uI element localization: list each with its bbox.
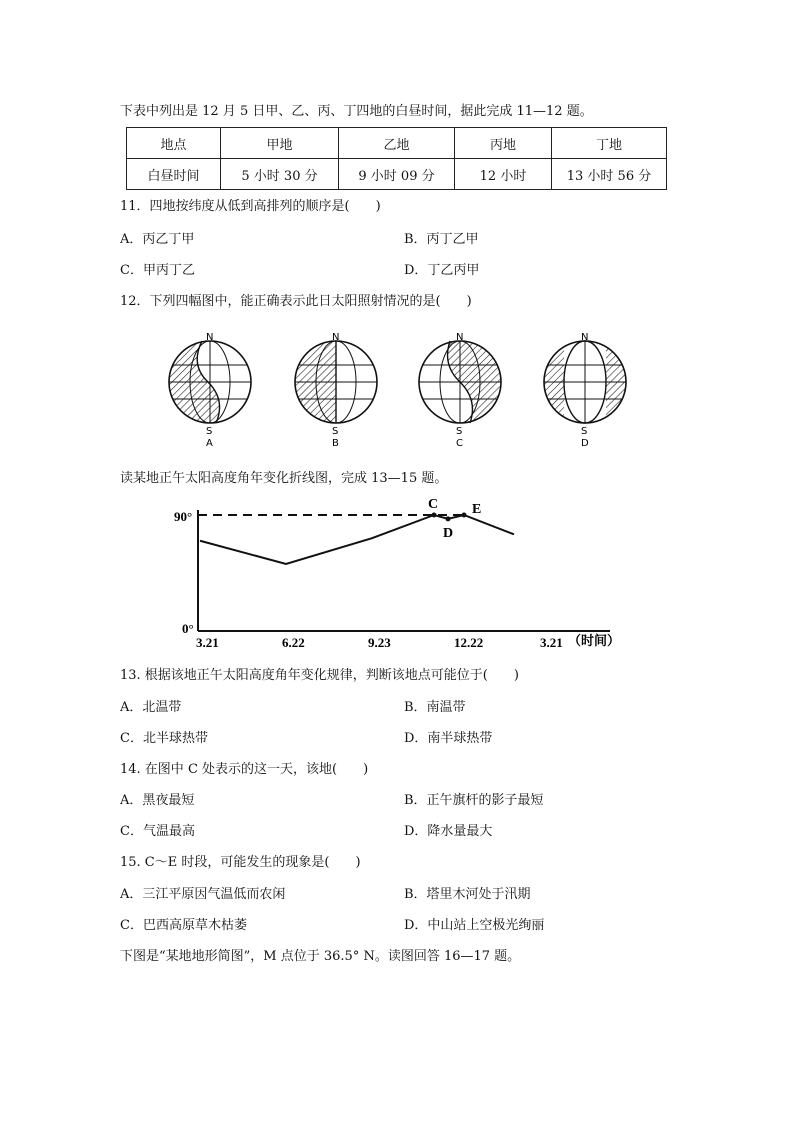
q14-option-b[interactable]: B．正午旗杆的影子最短 [404,793,544,808]
globe-d-n-label: N [581,332,589,343]
globe-c[interactable] [419,341,501,423]
table-cell: 12 小时 [455,159,552,190]
question-12-stem: 12．下列四幅图中，能正确表示此日太阳照射情况的是( ) [120,294,472,309]
table-cell: 5 小时 30 分 [221,159,339,190]
series-line [200,515,514,564]
table-cell: 丙地 [455,128,552,159]
table-cell: 9 小时 09 分 [339,159,455,190]
table-cell: 乙地 [339,128,455,159]
intro-text-16-17: 下图是“某地地形简图”，M 点位于 36.5° N。读图回答 16—17 题。 [120,949,521,964]
q15-option-a[interactable]: A．三江平原因气温低而农闲 [120,887,286,902]
q11-option-d[interactable]: D．丁乙丙甲 [404,263,480,278]
q14-option-d[interactable]: D．降水量最大 [404,824,493,839]
x-tick-label: 12.22 [454,635,484,650]
table-header-row [127,128,667,159]
globe-b[interactable] [295,341,377,423]
globe-c-s-label: S [456,426,463,437]
point-e [462,513,467,518]
q14-option-a[interactable]: A．黑夜最短 [120,793,195,808]
table-row [127,159,667,190]
table-cell: 甲地 [221,128,339,159]
q11-option-b[interactable]: B．丙丁乙甲 [404,232,479,247]
q11-option-c[interactable]: C．甲丙丁乙 [120,263,195,278]
q13-option-b[interactable]: B．南温带 [404,700,466,715]
globe-a-label: A [206,438,213,449]
globe-diagrams [160,330,640,452]
x-axis-label: （时间） [568,633,621,648]
x-tick-label: 3.21 [540,635,563,650]
sun-angle-chart [170,495,630,655]
globe-b-s-label: S [332,426,339,437]
table-cell: 白昼时间 [127,159,221,190]
q13-option-a[interactable]: A．北温带 [120,700,182,715]
table-cell: 13 小时 56 分 [552,159,667,190]
point-e-label: E [472,502,482,517]
q11-option-a[interactable]: A．丙乙丁甲 [120,232,195,247]
question-14-stem: 14. 在图中 C 处表示的这一天，该地( ) [120,762,369,777]
globe-d-label: D [581,438,589,449]
globe-d-s-label: S [581,426,588,437]
point-c-label: C [428,497,439,512]
globe-d[interactable] [544,341,626,423]
intro-text-13-15: 读某地正午太阳高度角年变化折线图，完成 13—15 题。 [120,471,448,486]
q13-option-d[interactable]: D．南半球热带 [404,731,493,746]
q13-option-c[interactable]: C．北半球热带 [120,731,208,746]
x-tick-label: 9.23 [368,635,391,650]
q15-option-c[interactable]: C．巴西高原草木枯萎 [120,918,247,933]
q14-option-c[interactable]: C．气温最高 [120,824,195,839]
intro-text-11-12: 下表中列出是 12 月 5 日甲、乙、丙、丁四地的白昼时间，据此完成 11—12 题。 [120,104,593,119]
point-c [432,513,437,518]
table-cell: 地点 [127,128,221,159]
globe-a-s-label: S [206,426,213,437]
q15-option-d[interactable]: D．中山站上空极光绚丽 [404,918,545,933]
globe-b-n-label: N [332,332,340,343]
x-tick-label: 6.22 [282,635,305,650]
question-13-stem: 13. 根据该地正午太阳高度角年变化规律，判断该地点可能位于( ) [120,668,519,683]
globe-c-n-label: N [456,332,464,343]
globe-c-label: C [456,438,463,449]
x-tick-label: 3.21 [196,635,219,650]
q15-option-b[interactable]: B．塔里木河处于汛期 [404,887,531,902]
point-d-label: D [443,525,454,541]
daylight-table [126,127,667,190]
table-cell: 丁地 [552,128,667,159]
globe-b-label: B [332,438,339,449]
point-d [446,516,451,521]
y-tick-90: 90° [174,509,193,524]
globe-a[interactable] [169,341,251,423]
question-11-stem: 11．四地按纬度从低到高排列的顺序是( ) [120,199,381,214]
question-15-stem: 15. C～E 时段，可能发生的现象是( ) [120,855,361,870]
y-tick-0: 0° [182,621,194,636]
globe-a-n-label: N [206,332,214,343]
